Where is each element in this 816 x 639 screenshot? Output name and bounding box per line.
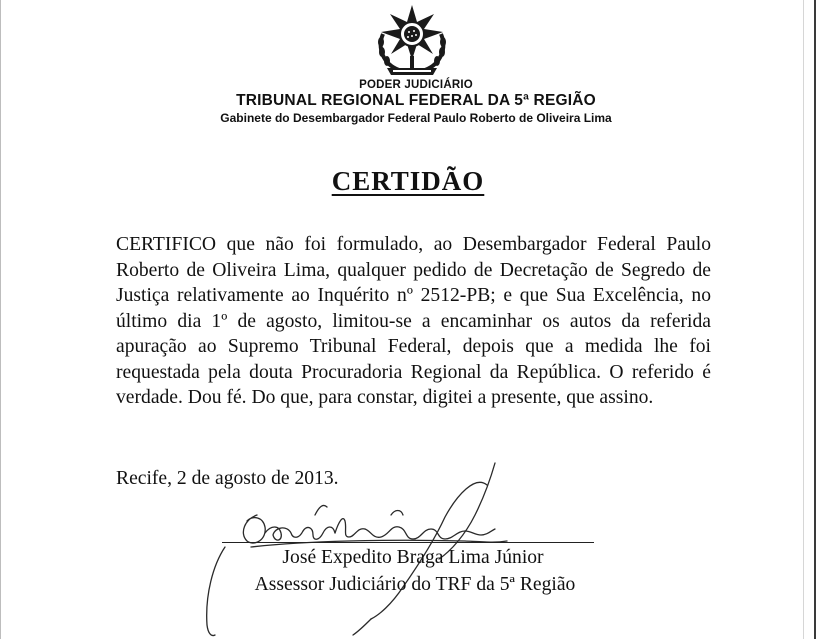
certificate-body: CERTIFICO que não foi formulado, ao Desembargador Federal Paulo Roberto de Oliveira Lima, qualquer pedido de Decretação de Segredo de Justiça relativamente ao Inquérito nº 2512-PB; e que Sua Excelência, no último dia 1º de agosto, limitou-se a encaminhar os autos da referida apuração ao Supremo Tribunal Federal, depois que a medida lhe foi requestada pela douta Procuradoria Regional da República. O referido é verdade. Dou fé. Do que, para constar, digitei a presente, que assino. [116,234,711,408]
document-title: CERTIDÃO [331,166,485,196]
office-heading: Gabinete do Desembargador Federal Paulo Roberto de Oliveira Lima [220,111,612,125]
court-heading: TRIBUNAL REGIONAL FEDERAL DA 5ª REGIÃO [236,92,596,109]
signature-line [222,542,594,543]
signatory-name: José Expedito Braga Lima Júnior [282,547,544,568]
signatory-role: Assessor Judiciário do TRF da 5ª Região [254,574,576,595]
place-date: Recife, 2 de agosto de 2013. [116,468,339,489]
coat-of-arms-icon [373,4,451,78]
power-heading: PODER JUDICIÁRIO [359,79,473,91]
